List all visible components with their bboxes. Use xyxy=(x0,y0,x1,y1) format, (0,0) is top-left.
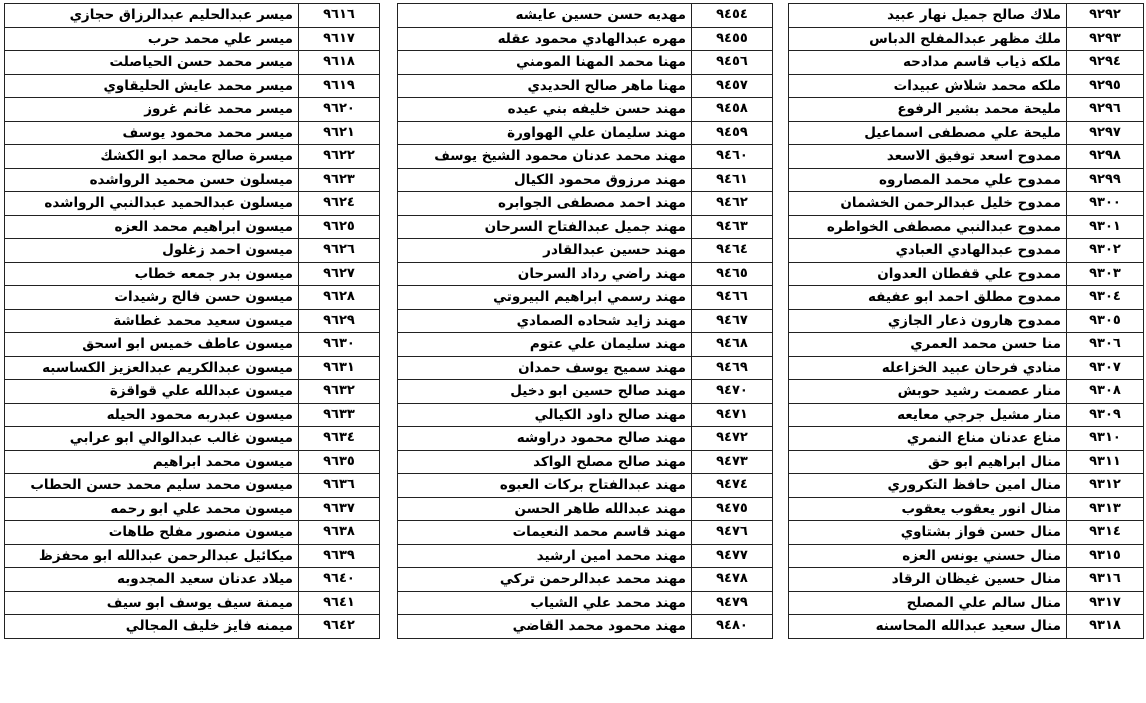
table-row xyxy=(398,309,773,333)
person-name: منال امين حافظ التكروري xyxy=(789,474,1067,498)
person-name: مهند سميح يوسف حمدان xyxy=(398,356,692,380)
table-row xyxy=(5,192,380,216)
person-name: مهند صالح داود الكيالي xyxy=(398,403,692,427)
table-row xyxy=(398,121,773,145)
record-number: ٩٦٣٣ xyxy=(299,403,380,427)
table-row xyxy=(789,145,1144,169)
person-name: ميسون محمد ابراهيم xyxy=(5,450,299,474)
person-name: ملاك صالح جميل نهار عبيد xyxy=(789,4,1067,28)
person-name: ميسون عبدالكريم عبدالعزيز الكساسبه xyxy=(5,356,299,380)
record-number: ٩٤٧٢ xyxy=(692,427,773,451)
person-name: ميسون عبدربه محمود الحيله xyxy=(5,403,299,427)
record-number: ٩٤٦٨ xyxy=(692,333,773,357)
table-row xyxy=(789,168,1144,192)
person-name: ممدوح خليل عبدالرحمن الخشمان xyxy=(789,192,1067,216)
table-row xyxy=(5,333,380,357)
table-row xyxy=(789,121,1144,145)
record-number: ٩٣١١ xyxy=(1067,450,1144,474)
record-number: ٩٦١٨ xyxy=(299,51,380,75)
person-name: مهند صالح مصلح الواكد xyxy=(398,450,692,474)
person-name: منال ابراهيم ابو حق xyxy=(789,450,1067,474)
person-name: ميسلون حسن محميد الرواشده xyxy=(5,168,299,192)
record-number: ٩٤٧٠ xyxy=(692,380,773,404)
record-number: ٩٣١٢ xyxy=(1067,474,1144,498)
record-number: ٩٢٩٢ xyxy=(1067,4,1144,28)
table-row xyxy=(398,27,773,51)
table-row xyxy=(398,4,773,28)
person-name: مهند محمد عبدالرحمن تركي xyxy=(398,568,692,592)
record-number: ٩٦٣٧ xyxy=(299,497,380,521)
table-row xyxy=(5,286,380,310)
record-number: ٩٤٥٤ xyxy=(692,4,773,28)
table-row xyxy=(5,356,380,380)
table-row xyxy=(398,544,773,568)
person-name: ميلاد عدنان سعيد المجدوبه xyxy=(5,568,299,592)
record-number: ٩٤٥٥ xyxy=(692,27,773,51)
person-name: ممدوح اسعد توفيق الاسعد xyxy=(789,145,1067,169)
record-number: ٩٦٣٦ xyxy=(299,474,380,498)
record-number: ٩٣٠٤ xyxy=(1067,286,1144,310)
record-number: ٩٦٤١ xyxy=(299,591,380,615)
record-number: ٩٦٣١ xyxy=(299,356,380,380)
table-row xyxy=(789,262,1144,286)
person-name: ميسون منصور مفلح طاهات xyxy=(5,521,299,545)
table-row xyxy=(398,215,773,239)
table-row xyxy=(789,591,1144,615)
record-number: ٩٦٢٠ xyxy=(299,98,380,122)
record-number: ٩٣٠٦ xyxy=(1067,333,1144,357)
record-number: ٩٣١٥ xyxy=(1067,544,1144,568)
record-number: ٩٢٩٦ xyxy=(1067,98,1144,122)
table-row xyxy=(398,380,773,404)
record-number: ٩٣١٧ xyxy=(1067,591,1144,615)
record-number: ٩٤٧٣ xyxy=(692,450,773,474)
table-row xyxy=(5,615,380,639)
person-name: مناع عدنان مناع النمري xyxy=(789,427,1067,451)
table-row xyxy=(789,497,1144,521)
record-number: ٩٣٠٨ xyxy=(1067,380,1144,404)
person-name: منال حسن فواز بشتاوي xyxy=(789,521,1067,545)
table-row xyxy=(398,98,773,122)
person-name: ميسر عبدالحليم عبدالرزاق حجازي xyxy=(5,4,299,28)
record-number: ٩٤٧٤ xyxy=(692,474,773,498)
person-name: ميسر محمد حسن الحياصلت xyxy=(5,51,299,75)
record-number: ٩٤٦٥ xyxy=(692,262,773,286)
record-number: ٩٤٦٣ xyxy=(692,215,773,239)
person-name: منال حسين غيظان الرقاد xyxy=(789,568,1067,592)
record-number: ٩٤٧٨ xyxy=(692,568,773,592)
person-name: مهند محمد عدنان محمود الشيخ يوسف xyxy=(398,145,692,169)
table-row xyxy=(398,356,773,380)
person-name: مهند محمد علي الشياب xyxy=(398,591,692,615)
table-row xyxy=(398,521,773,545)
person-name: ميسون عبدالله علي قواقزة xyxy=(5,380,299,404)
person-name: مهند عبدالفتاح بركات العبوه xyxy=(398,474,692,498)
table-row xyxy=(398,497,773,521)
table-row xyxy=(398,262,773,286)
person-name: مهند سليمان علي الهواورة xyxy=(398,121,692,145)
person-name: مهند سليمان علي عتوم xyxy=(398,333,692,357)
table-row xyxy=(789,4,1144,28)
table-row xyxy=(5,239,380,263)
person-name: مهند جميل عبدالفتاح السرحان xyxy=(398,215,692,239)
person-name: ميسر محمد محمود يوسف xyxy=(5,121,299,145)
record-number: ٩٦٢٩ xyxy=(299,309,380,333)
person-name: مليحة علي مصطفى اسماعيل xyxy=(789,121,1067,145)
table-row xyxy=(789,427,1144,451)
table-row xyxy=(789,474,1144,498)
table-row xyxy=(789,192,1144,216)
table-row xyxy=(398,239,773,263)
record-number: ٩٣٠٩ xyxy=(1067,403,1144,427)
record-number: ٩٦١٦ xyxy=(299,4,380,28)
person-name: مهند عبدالله طاهر الحسن xyxy=(398,497,692,521)
person-name: مهند مرزوق محمود الكيال xyxy=(398,168,692,192)
person-name: ملكه ذياب قاسم مدادحه xyxy=(789,51,1067,75)
person-name: مهند صالح حسين ابو دخيل xyxy=(398,380,692,404)
record-number: ٩٦١٧ xyxy=(299,27,380,51)
record-number: ٩٦٢٦ xyxy=(299,239,380,263)
record-number: ٩٦٣٤ xyxy=(299,427,380,451)
table-row xyxy=(789,74,1144,98)
person-name: منار مشيل جرجي معايعه xyxy=(789,403,1067,427)
table-row xyxy=(789,27,1144,51)
record-number: ٩٤٥٩ xyxy=(692,121,773,145)
table-row xyxy=(789,568,1144,592)
person-name: ميسون محمد سليم محمد حسن الحطاب xyxy=(5,474,299,498)
person-name: ميسون عاطف خميس ابو اسحق xyxy=(5,333,299,357)
person-name: مهند حسن خليفه بني عيده xyxy=(398,98,692,122)
record-number: ٩٤٨٠ xyxy=(692,615,773,639)
person-name: مهند راضي رداد السرحان xyxy=(398,262,692,286)
record-number: ٩٦٢٣ xyxy=(299,168,380,192)
record-number: ٩٦٣٥ xyxy=(299,450,380,474)
names-table-middle xyxy=(397,3,773,639)
record-number: ٩٤٦٠ xyxy=(692,145,773,169)
table-row xyxy=(5,474,380,498)
table-row xyxy=(5,591,380,615)
table-row xyxy=(5,544,380,568)
table-row xyxy=(398,333,773,357)
table-row xyxy=(5,380,380,404)
table-row xyxy=(5,145,380,169)
record-number: ٩٤٥٧ xyxy=(692,74,773,98)
record-number: ٩٦٣٩ xyxy=(299,544,380,568)
table-row xyxy=(789,286,1144,310)
record-number: ٩٣١٣ xyxy=(1067,497,1144,521)
table-row xyxy=(5,51,380,75)
names-table-right xyxy=(788,3,1144,639)
record-number: ٩٤٧٦ xyxy=(692,521,773,545)
record-number: ٩٣٠٥ xyxy=(1067,309,1144,333)
table-row xyxy=(789,615,1144,639)
person-name: مهند حسين عبدالقادر xyxy=(398,239,692,263)
person-name: ملك مظهر عبدالمفلح الدباس xyxy=(789,27,1067,51)
person-name: مهنا محمد المهنا المومني xyxy=(398,51,692,75)
table-row xyxy=(789,380,1144,404)
table-row xyxy=(5,74,380,98)
record-number: ٩٤٦٤ xyxy=(692,239,773,263)
person-name: منال حسني يونس العزه xyxy=(789,544,1067,568)
record-number: ٩٤٦٦ xyxy=(692,286,773,310)
person-name: ممدوح علي قفطان العدوان xyxy=(789,262,1067,286)
record-number: ٩٤٧٧ xyxy=(692,544,773,568)
person-name: مهنا ماهر صالح الحديدي xyxy=(398,74,692,98)
person-name: مهند محمود محمد القاضي xyxy=(398,615,692,639)
table-row xyxy=(398,168,773,192)
person-name: ممدوح علي محمد المصاروه xyxy=(789,168,1067,192)
record-number: ٩٦٤٠ xyxy=(299,568,380,592)
table-row xyxy=(398,568,773,592)
names-table-left xyxy=(4,3,380,639)
record-number: ٩٤٥٦ xyxy=(692,51,773,75)
record-number: ٩٦٣٠ xyxy=(299,333,380,357)
table-row xyxy=(789,544,1144,568)
person-name: مهند قاسم محمد النعيمات xyxy=(398,521,692,545)
record-number: ٩٣٠٧ xyxy=(1067,356,1144,380)
record-number: ٩٦٢١ xyxy=(299,121,380,145)
table-row xyxy=(5,427,380,451)
table-row xyxy=(398,427,773,451)
person-name: ميكائيل عبدالرحمن عبدالله ابو محفزظ xyxy=(5,544,299,568)
person-name: ميسر محمد غانم غروز xyxy=(5,98,299,122)
table-row xyxy=(398,51,773,75)
person-name: ممدوح عبدالنبي مصطفى الخواطره xyxy=(789,215,1067,239)
record-number: ٩٤٧٩ xyxy=(692,591,773,615)
record-number: ٩٦٢٧ xyxy=(299,262,380,286)
table-row xyxy=(5,168,380,192)
person-name: ممدوح عبدالهادي العبادي xyxy=(789,239,1067,263)
table-row xyxy=(789,51,1144,75)
table-row xyxy=(789,356,1144,380)
person-name: مهره عبدالهادي محمود عقله xyxy=(398,27,692,51)
record-number: ٩٤٥٨ xyxy=(692,98,773,122)
person-name: مهند احمد مصطفى الجوابره xyxy=(398,192,692,216)
person-name: ميسون غالب عبدالوالي ابو عرابي xyxy=(5,427,299,451)
record-number: ٩٦٢٤ xyxy=(299,192,380,216)
record-number: ٩٣١٦ xyxy=(1067,568,1144,592)
record-number: ٩٢٩٨ xyxy=(1067,145,1144,169)
record-number: ٩٢٩٤ xyxy=(1067,51,1144,75)
record-number: ٩٣١٨ xyxy=(1067,615,1144,639)
record-number: ٩٢٩٣ xyxy=(1067,27,1144,51)
record-number: ٩٣١٠ xyxy=(1067,427,1144,451)
record-number: ٩٣١٤ xyxy=(1067,521,1144,545)
person-name: مهند صالح محمود دراوشه xyxy=(398,427,692,451)
person-name: منال انور يعقوب يعقوب xyxy=(789,497,1067,521)
person-name: ميسون بدر جمعه خطاب xyxy=(5,262,299,286)
table-row xyxy=(5,403,380,427)
record-number: ٩٢٩٩ xyxy=(1067,168,1144,192)
person-name: مهند محمد امين ارشيد xyxy=(398,544,692,568)
person-name: ميسون سعيد محمد غطاشة xyxy=(5,309,299,333)
record-number: ٩٣٠٣ xyxy=(1067,262,1144,286)
table-row xyxy=(5,497,380,521)
person-name: منا حسن محمد العمري xyxy=(789,333,1067,357)
person-name: ميسرة صالح محمد ابو الكشك xyxy=(5,145,299,169)
person-name: ملكه محمد شلاش عبيدات xyxy=(789,74,1067,98)
person-name: ممدوح مطلق احمد ابو عفيفه xyxy=(789,286,1067,310)
person-name: ميسر محمد عايش الحليقاوي xyxy=(5,74,299,98)
person-name: مهند زايد شحاده الصمادي xyxy=(398,309,692,333)
person-name: منار عصمت رشيد حوبش xyxy=(789,380,1067,404)
table-row xyxy=(398,615,773,639)
table-row xyxy=(789,521,1144,545)
record-number: ٩٣٠١ xyxy=(1067,215,1144,239)
table-row xyxy=(398,145,773,169)
record-number: ٩٤٦١ xyxy=(692,168,773,192)
record-number: ٩٦٤٢ xyxy=(299,615,380,639)
record-number: ٩٤٦٩ xyxy=(692,356,773,380)
table-row xyxy=(398,74,773,98)
table-row xyxy=(5,27,380,51)
person-name: ميسون محمد علي ابو رحمه xyxy=(5,497,299,521)
table-row xyxy=(5,121,380,145)
person-name: ميمنة سيف يوسف ابو سيف xyxy=(5,591,299,615)
person-name: مهند رسمي ابراهيم البيروتي xyxy=(398,286,692,310)
person-name: منال سعيد عبدالله المحاسنه xyxy=(789,615,1067,639)
table-row xyxy=(398,591,773,615)
record-number: ٩٦٣٢ xyxy=(299,380,380,404)
table-row xyxy=(789,333,1144,357)
record-number: ٩٢٩٧ xyxy=(1067,121,1144,145)
table-row xyxy=(789,215,1144,239)
record-number: ٩٣٠٠ xyxy=(1067,192,1144,216)
person-name: ميسون ابراهيم محمد العزه xyxy=(5,215,299,239)
person-name: مهديه حسن حسين عايشه xyxy=(398,4,692,28)
record-number: ٩٤٦٢ xyxy=(692,192,773,216)
table-row xyxy=(789,450,1144,474)
record-number: ٩٦٢٥ xyxy=(299,215,380,239)
person-name: منال سالم علي المصلح xyxy=(789,591,1067,615)
record-number: ٩٦٢٨ xyxy=(299,286,380,310)
record-number: ٩٤٧١ xyxy=(692,403,773,427)
person-name: ميسر علي محمد حرب xyxy=(5,27,299,51)
person-name: منادي فرحان عبيد الخزاعله xyxy=(789,356,1067,380)
person-name: ميسون حسن فالح رشيدات xyxy=(5,286,299,310)
table-row xyxy=(5,4,380,28)
record-number: ٩٣٠٢ xyxy=(1067,239,1144,263)
record-number: ٩٦٣٨ xyxy=(299,521,380,545)
record-number: ٩٤٦٧ xyxy=(692,309,773,333)
table-row xyxy=(5,450,380,474)
table-row xyxy=(789,403,1144,427)
table-row xyxy=(398,403,773,427)
table-row xyxy=(398,474,773,498)
table-row xyxy=(789,239,1144,263)
record-number: ٩٦٢٢ xyxy=(299,145,380,169)
table-row xyxy=(789,309,1144,333)
record-number: ٩٢٩٥ xyxy=(1067,74,1144,98)
person-name: مليحة محمد بشير الرفوع xyxy=(789,98,1067,122)
table-row xyxy=(5,521,380,545)
person-name: ميسلون عبدالحميد عبدالنبي الرواشده xyxy=(5,192,299,216)
table-row xyxy=(5,215,380,239)
table-row xyxy=(398,286,773,310)
table-row xyxy=(398,450,773,474)
table-row xyxy=(5,568,380,592)
table-row xyxy=(5,262,380,286)
table-row xyxy=(5,309,380,333)
person-name: ميمنه فايز خليف المجالي xyxy=(5,615,299,639)
record-number: ٩٤٧٥ xyxy=(692,497,773,521)
table-row xyxy=(789,98,1144,122)
table-row xyxy=(5,98,380,122)
person-name: ممدوح هارون ذعار الجازي xyxy=(789,309,1067,333)
table-row xyxy=(398,192,773,216)
person-name: ميسون احمد زغلول xyxy=(5,239,299,263)
record-number: ٩٦١٩ xyxy=(299,74,380,98)
